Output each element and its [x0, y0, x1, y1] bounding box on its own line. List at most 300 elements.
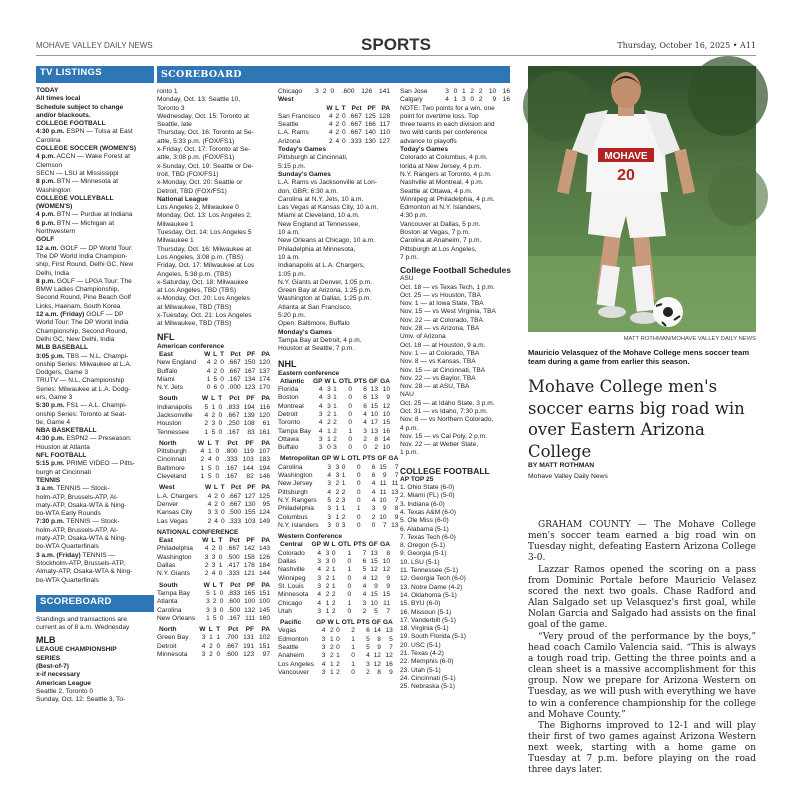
mlb-schedule-line: Los Angeles, 3:08 p.m. (TBS) [157, 253, 244, 261]
mlb-schedule-line: Angeles, 5:38 p.m. (TBS) [157, 270, 232, 278]
standings-row: New Jersey 3 2 1 0 4 11 11 [278, 480, 399, 488]
nfl-game-line: Washington at Dallas, 1:25 p.m. [278, 295, 372, 303]
nfl-game-line: Houston at Seattle, 7 p.m. [278, 345, 355, 353]
afc-standings [157, 351, 272, 529]
tv-listing-line: TENNIS [36, 476, 61, 484]
standings-row: Minnesota 3 2 0 .600 123 97 [157, 651, 270, 658]
mlb-schedule-line: attle, 3:08 p.m. (FOX/FS1) [157, 154, 235, 162]
standings-row: Detroit 4 2 0 .667 191 151 [157, 642, 270, 650]
mlb-schedule-line: Detroit, TBD (FOX/FS1) [157, 187, 227, 195]
tv-listing-line: 5:30 p.m. FS1 — A.L. Champi- [36, 402, 127, 410]
nhl-title: NHL [278, 358, 297, 369]
tv-listing-line: holm-ATP, Brussels-ATP, Al- [36, 493, 118, 501]
tv-listing-line: Delhi, India [36, 269, 69, 277]
nfl-game-line: 5:15 p.m. [278, 162, 306, 170]
tv-listings [36, 87, 154, 585]
mlb-schedule-line: Monday, Oct. 13: Los Angeles 2, [157, 212, 252, 220]
tv-listing-line: Second Round, Pine Beach Golf [36, 294, 131, 302]
standings-row: Calgary 4 1 3 0 2 9 16 [400, 96, 510, 104]
nfl-game-line: 5:20 p.m. [278, 312, 306, 320]
standings-table [278, 378, 390, 453]
standings-table [157, 484, 270, 525]
photo-caption: Mauricio Velasquez of the Mohave College mens soccer team team during a game from earlier this season. [528, 348, 750, 367]
standings-row: Minnesota 4 2 2 0 4 15 15 [278, 591, 390, 599]
tv-listing-line: bo-WTA Early Rounds [36, 510, 101, 518]
masthead [36, 36, 756, 56]
nfl-game-line: N.Y. Giants at Denver, 1:05 p.m. [278, 278, 373, 286]
nfl-game-line: Miami at Cleveland, 10 a.m. [278, 212, 360, 220]
tv-listing-line: 12 a.m. (Friday) GOLF — DP [36, 311, 124, 319]
tv-listing-line: TODAY [36, 87, 59, 94]
ap-rank-line: 10. LSU (5-1) [400, 558, 440, 566]
jersey-number: 20 [617, 167, 635, 184]
standings-row: Washington 4 3 1 0 6 9 7 [278, 472, 399, 480]
photo-credit: MATT ROTHMAN/MOHAVE VALLEY DAILY NEWS [623, 336, 756, 342]
standings-row: Baltimore 1 5 0 .167 144 194 [157, 464, 270, 472]
standings-header: Pacific GP W L OTL PTS GF GA [280, 619, 393, 627]
standings-row: N.Y. Rangers 5 2 3 0 4 10 7 [278, 496, 399, 504]
article-byline [528, 460, 756, 482]
standings-row: Denver 4 2 0 .667 130 95 [157, 500, 270, 508]
standings-row: Green Bay 3 1 1 .700 131 102 [157, 634, 270, 642]
standings-row: N.Y. Jets 0 6 0 .000 123 170 [157, 384, 270, 392]
tv-listing-line: World Tour: The DP World India [36, 319, 129, 327]
jersey-text: MOHAVE [604, 151, 648, 162]
nfl-game-line: Pittsburgh at Cincinnati, [278, 154, 348, 162]
tv-listing-line: bo-WTA Quarterfinals [36, 543, 99, 551]
western-conf-label: Western Conference [278, 533, 343, 541]
standings-header: W L T Pct PF PA [326, 104, 390, 112]
standings-row: Pittsburgh 4 2 2 0 4 11 13 [278, 488, 399, 496]
nfl-game-line: Atlanta at San Francisco, [278, 303, 352, 311]
tv-listing-line: 5:15 p.m. PRIME VIDEO — Pitts- [36, 460, 135, 468]
scoreboard-column-3 [278, 88, 399, 768]
standings-row: Colorado 4 3 0 1 7 13 8 [278, 549, 390, 557]
ap-rank-line: 24. Cincinnati (5-1) [400, 674, 456, 682]
standings-row: Buffalo 4 2 0 .667 167 137 [157, 367, 270, 375]
mlb-line: x-if necessary [36, 671, 80, 679]
tv-listing-line: onship Series: Toronto at Seat- [36, 410, 127, 418]
mlb-schedule-line: attle, 5:33 p.m. (FOX/FS1) [157, 137, 235, 145]
intro-line: Standings and transactions are [36, 615, 127, 623]
afc-label: American conference [157, 342, 225, 350]
nfl-game-line: Green Bay at Arizona, 1:25 p.m. [278, 287, 372, 295]
ap-rank-line: 4. Texas A&M (6-0) [400, 508, 456, 516]
standings-row: Tampa Bay 5 1 0 .833 165 151 [157, 589, 270, 597]
standings-row: New England 4 2 0 .667 150 120 [157, 359, 270, 367]
standings-row: Florida 4 3 1 0 6 13 10 [278, 386, 390, 394]
tv-listing-line: (WOMEN'S) [36, 203, 73, 211]
tv-listing-line: SECN — LSU at Mississippi [36, 169, 119, 177]
tv-listing-line: maty-ATP, Osaka-WTA & Ning- [36, 535, 127, 543]
scoreboard-header: SCOREBOARD [157, 66, 510, 83]
nhl-note-line: Colorado at Columbus, 4 p.m. [400, 154, 488, 162]
mlb-schedule-line: National League [157, 195, 208, 203]
standings-row: Columbus 3 1 2 0 2 10 9 [278, 513, 399, 521]
ap-rank-line: 20. USC (5-1) [400, 641, 441, 649]
standings-row: Philadelphia 3 1 1 1 3 9 8 [278, 505, 399, 513]
standings-row: Arizona 2 4 0 .333 130 127 [278, 137, 390, 145]
schedule-line: Nov. 28 — at ASU, TBA [400, 383, 470, 391]
standings-row: Seattle 4 2 0 .667 166 117 [278, 121, 390, 129]
nhl-note-line: Boston at Vegas, 7 p.m. [400, 229, 471, 237]
tv-listing-line: NFL FOOTBALL [36, 452, 87, 460]
mlb-line: Seattle 2, Toronto 0 [36, 687, 94, 695]
tv-listing-line: Dodgers, Game 3 [36, 369, 89, 377]
standings-header: North W L T Pct PF PA [159, 626, 270, 634]
standings-table [278, 619, 393, 677]
standings-row: Dallas 3 3 0 0 6 15 10 [278, 558, 390, 566]
standings-row: Boston 4 3 1 0 6 13 9 [278, 394, 390, 402]
article-paragraph: GRAHAM COUNTY — The Mohave College men's soccer team earned a big road win on Tuesday night, defeating Eastern Arizona College 3-0. [528, 520, 756, 564]
nhl-note-line: three teams in each division and [400, 121, 495, 129]
ap-rank-line: 2. Miami (FL) (5-0) [400, 492, 455, 500]
nfl-game-line: Carolina at N.Y. Jets, 10 a.m. [278, 195, 364, 203]
ap-rank-line: 5. Ole Miss (6-0) [400, 517, 449, 525]
mlb-schedule-line: x-Friday, Oct. 17: Toronto at Se- [157, 146, 251, 154]
standings-table [278, 541, 390, 616]
standings-row: New Orleans 1 5 0 .167 111 160 [157, 614, 270, 622]
nfl-game-line: 10 a.m. [278, 253, 300, 261]
nhl-note-line: 4:30 p.m. [400, 212, 428, 220]
standings-row: Utah 3 1 2 0 2 5 7 [278, 607, 390, 615]
standings-row: Jacksonville 4 2 0 .667 139 120 [157, 411, 270, 419]
ap-rank-line: 3. Indiana (6-0) [400, 500, 445, 508]
nfl-game-line: New England at Tennessee, [278, 220, 360, 228]
standings-row: N.Y. Giants 2 4 0 .333 121 144 [157, 570, 270, 578]
standings-header: East W L T Pct PF PA [159, 537, 270, 545]
ap-rank-line: 25. Nebraska (5-1) [400, 683, 455, 691]
tv-listing-line: Northwestern [36, 228, 76, 236]
issue-date: Thursday, October 16, 2025 • A11 [617, 41, 756, 50]
nfl-game-line: 10 a.m. [278, 229, 300, 237]
ap-rank-line: 17. Vanderbilt (5-1) [400, 616, 456, 624]
standings-header: South W L T Pct PF PA [159, 395, 270, 403]
tv-listing-line: Clemson [36, 161, 63, 169]
ap-rank-line: 12. Georgia Tech (6-0) [400, 575, 466, 583]
schedule-line: Nov. 8 — vs Kansas, TBA [400, 358, 476, 366]
article-paragraph: “Very proud of the performance by the boys,” head coach Camilo Valencia said. “This is always a tough road trip. Getting the three points and a clean sheet is a massive accomplishment for this group. Now we prepare for Arizona Western on Tuesday, as we will push with everything we have to win a conference championship for the college and Mohave County.” [528, 631, 756, 720]
mlb-schedule-line: x-Sunday, Oct. 19: Seattle or De- [157, 162, 254, 170]
standings-row: San Francisco 4 2 0 .667 125 128 [278, 112, 390, 120]
ap-rank-line: 22. Memphis (6-0) [400, 658, 454, 666]
schedule-line: Nov. 15 — at Cincinnati, TBA [400, 366, 486, 374]
ap-top-25-list [400, 484, 512, 691]
byline-outlet: Mohave Valley Daily News [528, 473, 608, 480]
nfl-game-line: Indianapolis at L.A. Chargers, [278, 262, 365, 270]
schedule-line: Nov. 15 — vs Cal Poly, 2 p.m. [400, 432, 487, 440]
ap-rank-line: 19. South Florida (5-1) [400, 633, 466, 641]
nhl-note-line: Today's Games [400, 146, 448, 154]
standings-row: St. Louis 3 2 1 0 4 9 9 [278, 582, 390, 590]
tv-listing-line: 12 a.m. GOLF — DP World Tour: [36, 244, 133, 252]
schedule-line: Oct. 31 — vs Idaho, 7:30 p.m. [400, 407, 488, 415]
standings-row: Tennessee 1 5 0 .167 83 161 [157, 428, 270, 436]
nhl-note-line: Edmonton at N.Y. Islanders, [400, 204, 482, 212]
tv-listing-line: Almaty-ATP, Osaka-WTA & Ning- [36, 568, 133, 576]
ap-rank-line: 8. Oregon (5-1) [400, 542, 446, 550]
mlb-line: Sunday, Oct. 12: Seattle 3, To- [36, 696, 126, 704]
mlb-line: (Best-of-7) [36, 663, 69, 670]
mlb-schedule-line: Thursday, Oct. 16: Toronto at Se- [157, 129, 254, 137]
mlb-schedule-line: x-Monday, Oct. 20: Los Angeles [157, 295, 250, 303]
tv-listing-line: 8 p.m. GOLF — LPGA Tour: The [36, 277, 132, 285]
tv-listing-line: 4 p.m. ACCN — Wake Forest at [36, 153, 130, 161]
nfl-game-line: New Orleans at Chicago, 10 a.m. [278, 237, 376, 245]
ap-rank-line: 13. Notre Dame (4-2) [400, 583, 463, 591]
mlb-schedule-line: Milwaukee 1 [157, 220, 194, 228]
standings-row: San Jose 3 0 1 2 2 10 16 [400, 88, 510, 95]
scoreboard-column-4 [400, 88, 512, 768]
standings-row: Pittsburgh 4 1 0 .800 119 107 [157, 448, 270, 456]
tv-listing-line: Stockholm-ATP, Brussels-ATP, [36, 559, 125, 567]
nhl-note-line: 7 p.m. [400, 253, 419, 261]
tv-listing-line: 7:30 p.m. TENNIS — Stock- [36, 518, 120, 526]
standings-header: East W L T Pct PF PA [159, 350, 270, 358]
mlb-schedule-line: Los Angeles 2, Milwaukee 0 [157, 204, 239, 212]
college-football-title: COLLEGE FOOTBALL [400, 465, 490, 476]
nfl-game-line: Tampa Bay at Detroit, 4 p.m. [278, 336, 362, 344]
standings-row: N.Y. Islanders 3 0 3 0 0 7 13 [278, 521, 399, 529]
nhl-note-line: Vancouver at Dallas, 5 p.m. [400, 220, 481, 228]
tv-listing-line: burgh at Cincinnati [36, 468, 91, 476]
standings-row: Anaheim 3 2 1 0 4 12 12 [278, 652, 393, 660]
tv-listing-line: Washington [36, 186, 71, 194]
scoreboard-column-2 [157, 88, 272, 768]
tv-listings-header: TV LISTINGS [36, 66, 154, 83]
ap-rank-line: 23. Utah (5-1) [400, 666, 441, 674]
standings-table [157, 582, 270, 623]
schedule-line: Nov. 1 — at Colorado, TBA [400, 349, 480, 357]
tv-listing-line: The DP World India Champion- [36, 252, 128, 260]
tv-listing-line: Carolina [36, 136, 61, 144]
standings-header: Metropolitan GP W L OTL PTS GF GA [280, 455, 399, 463]
tv-listing-line: Houston at Atlanta [36, 443, 90, 451]
standings-table [157, 440, 270, 481]
nhl-note-line: advance to playoffs [400, 137, 457, 145]
nfc-west-table [278, 105, 390, 146]
nfc-west-label: West [278, 96, 294, 104]
mlb-series [36, 646, 154, 704]
tv-listing-line: holm-ATP, Brussels-ATP, Al- [36, 526, 118, 534]
tv-listing-line: Series: Milwaukee at L.A. Dodg- [36, 385, 131, 393]
article-paragraph: The Bighorns improved to 12-1 and will play their first of two games against Arizona Western next week, starting with a home game on Tuesday at 7 p.m. before playing on the road three days later. [528, 720, 756, 776]
tv-listing-line: and/or blackouts. [36, 111, 91, 119]
standings-row: Detroit 3 2 1 0 4 10 10 [278, 410, 390, 418]
standings-row: Toronto 4 2 2 0 4 17 15 [278, 419, 390, 427]
mlb-line: SERIES [36, 654, 61, 662]
section-title: SPORTS [361, 35, 431, 54]
nhl-note-line: Carolina at Anaheim, 7 p.m. [400, 237, 482, 245]
tv-listing-line: 3 a.m. (Friday) TENNIS — [36, 551, 116, 559]
ap-rank-line: 16. Missouri (5-1) [400, 608, 452, 616]
schedule-line: Oct. 18 — vs Texas Tech, 1 p.m. [400, 283, 495, 291]
nhl-pacific-cont [400, 88, 510, 105]
nfl-game-line: 1:05 p.m. [278, 270, 306, 278]
soccer-player-photo [528, 66, 756, 332]
standings-row: Edmonton 3 1 0 1 5 8 5 [278, 635, 393, 643]
standings-header: West W L T Pct PF PA [159, 484, 270, 492]
nfl-games [278, 146, 392, 353]
standings-row: Atlanta 3 2 0 .600 100 100 [157, 598, 270, 606]
schedule-line: Nov. 22 — at Weber State, [400, 441, 479, 449]
nfl-game-line: Philadelphia at Minnesota, [278, 245, 356, 253]
standings-row: Cleveland 1 5 0 .167 82 146 [157, 473, 270, 481]
schedule-line: NAU [400, 391, 414, 399]
standings-row: Philadelphia 4 2 0 .667 142 143 [157, 545, 270, 553]
tv-listing-line: COLLEGE VOLLEYBALL [36, 194, 114, 202]
standings-table [278, 455, 398, 530]
standings-row: Nashville 4 2 1 1 5 12 12 [278, 566, 390, 574]
mlb-schedule-line: Thursday, Oct. 16: Milwaukee at [157, 245, 252, 253]
schedule-line: Nov. 8 — vs Northern Colorado, [400, 416, 494, 424]
nhl-note-line: Pittsburgh at Los Angeles, [400, 245, 477, 253]
standings-row: Winnipeg 3 2 1 0 4 12 9 [278, 574, 390, 582]
nfl-game-line: L.A. Rams vs Jacksonville at Lon- [278, 179, 377, 187]
tv-listing-line: 3 a.m. TENNIS — Stock- [36, 485, 110, 493]
tv-listing-line: 4 p.m. BTN — Purdue at Indiana [36, 211, 133, 219]
ap-rank-line: 9. Georgia (5-1) [400, 550, 447, 558]
schedule-line: Oct. 25 — vs Houston, TBA [400, 291, 481, 299]
nfl-game-line: Today's Games [278, 146, 326, 154]
tv-listing-line: Delhi GC, New Delhi, India [36, 335, 115, 343]
schedule-line: Univ. of Arizona [400, 333, 446, 341]
tv-listing-line: 6 p.m. BTN — Michigan at [36, 219, 115, 227]
standings-row: Chicago 4 1 2 1 3 10 11 [278, 599, 390, 607]
tv-listing-line: Championship, Second Round, [36, 327, 128, 335]
nhl-note-line: point for overtime loss. Top [400, 112, 479, 120]
mlb-schedule-line: x-Saturday, Oct. 18: Milwaukee [157, 278, 249, 286]
standings-table [157, 395, 270, 436]
nhl-note-line: Nashville at Montreal, 4 p.m. [400, 179, 484, 187]
standings-row: Chicago 3 2 0 .600 126 141 [278, 88, 390, 95]
standings-row: Indianapolis 5 1 0 .833 194 116 [157, 403, 270, 411]
tv-listing-line: 4:30 p.m. ESPN2 — Preseason: [36, 435, 132, 443]
tv-listing-line: bo-WTA Quarterfinals [36, 576, 99, 584]
mlb-schedule [157, 88, 272, 329]
nhl-note-line: Seattle at Ottawa, 4 p.m. [400, 187, 473, 195]
mlb-schedule-line: ronto 1 [157, 88, 178, 95]
tv-listing-line: ship, First Round, Delhi GC, New [36, 261, 134, 269]
schedule-line: Oct. 18 — at Houston, 9 a.m. [400, 341, 486, 349]
standings-row: Houston 2 3 0 .250 108 61 [157, 420, 270, 428]
ap-rank-line: 15. BYU (6-0) [400, 600, 441, 608]
standings-row: L.A. Rams 4 2 0 .667 140 110 [278, 129, 390, 137]
mlb-schedule-line: troit, TBD (FOX/FS1) [157, 170, 219, 178]
tv-listing-line: All times local [36, 95, 81, 103]
mlb-line: American League [36, 679, 91, 687]
schedule-line: Oct. 25 — at Idaho State, 3 p.m. [400, 399, 495, 407]
ap-rank-line: 6. Alabama (5-1) [400, 525, 449, 533]
mlb-title: MLB [36, 635, 56, 646]
standings-header: Atlantic GP W L OTL PTS GF GA [280, 377, 390, 385]
nhl-note-line: Winnipeg at Philadelphia, 4 p.m. [400, 195, 495, 203]
mlb-schedule-line: Seattle, late [157, 121, 192, 129]
article-paragraph: Lazzar Ramos opened the scoring on a pass from Dominic Portale before Mauricio Velasez scored the next two goals. Chase Radford and Alan Salgado set up Velasquez's first goal, while Nolan Garcia and Salgado had assists on the final goal of the game. [528, 564, 756, 631]
tv-listing-line: maty-ATP, Osaka-WTA & Ning- [36, 501, 127, 509]
tv-listing-line: TRUTV — N.L. Championship [36, 377, 125, 385]
mlb-schedule-line: at Los Angeles, TBD (TBS) [157, 287, 237, 295]
standings-row: Dallas 2 3 1 .417 178 184 [157, 562, 270, 570]
mlb-schedule-line: Monday, Oct. 13: Seattle 10, [157, 96, 241, 104]
standings-row: Tampa Bay 4 1 2 1 3 13 16 [278, 427, 390, 435]
nfc-north-cont [278, 88, 390, 96]
tv-listing-line: 4:30 p.m. ESPN — Tulsa at East [36, 128, 133, 136]
standings-row: Kansas City 3 3 0 .500 155 124 [157, 509, 270, 517]
tv-listings-column [36, 66, 154, 766]
nhl-note-line: two wild cards per conference [400, 129, 488, 137]
standings-header: North W L T Pct PF PA [159, 439, 270, 447]
mlb-schedule-line: Wednesday, Oct. 15: Toronto at [157, 112, 249, 120]
article-body [528, 520, 756, 777]
standings-row: Miami 1 5 0 .167 134 174 [157, 375, 270, 383]
mlb-schedule-line: Tuesday, Oct. 14: Los Angeles 5 [157, 229, 252, 237]
nfl-game-line: don, GBR, 6:30 a.m. [278, 187, 339, 195]
tv-listing-line: 8 p.m. BTN — Minnesota at [36, 178, 119, 186]
schedule-line: 1 p.m. [400, 449, 419, 457]
tv-listing-line: Schedule subject to change [36, 103, 124, 111]
standings-row: Las Vegas 2 4 0 .333 103 149 [157, 517, 270, 525]
tv-listing-line: MLB BASEBALL [36, 344, 89, 352]
article-headline: Mohave College men's soccer earns big road win over Eastern Arizona College [528, 377, 745, 461]
standings-row: Los Angeles 4 1 2 1 3 12 16 [278, 660, 393, 668]
ap-rank-line: 21. Texas (4-2) [400, 650, 444, 657]
standings-row: Buffalo 3 0 3 0 0 2 10 [278, 444, 390, 452]
mlb-schedule-line: at Milwaukee, TBD (TBS) [157, 303, 232, 311]
schedule-line: Nov. 28 — vs Arizona, TBA [400, 325, 480, 333]
nhl-east-standings [278, 377, 399, 533]
tv-listing-line: COLLEGE SOCCER (WOMEN'S) [36, 145, 137, 153]
standings-row: Washington 3 3 0 .500 158 126 [157, 553, 270, 561]
publication-name: MOHAVE VALLEY DAILY NEWS [36, 41, 153, 50]
tv-listing-line: GOLF [36, 236, 55, 244]
eastern-conf-label: Eastern conference [278, 369, 340, 377]
schedule-line: Nov. 1 — at Iowa State, TBA [400, 300, 484, 308]
scoreboard-header-left: SCOREBOARD [36, 595, 154, 612]
cfb-schedules-title: College Football Schedules [400, 265, 511, 276]
intro-line: current as of 8 a.m. Wednesday [36, 624, 130, 632]
schedule-line: Nov. 15 — vs West Virginia, TBA [400, 308, 496, 316]
mlb-line: LEAGUE CHAMPIONSHIP [36, 646, 117, 654]
scoreboard-intro [36, 616, 154, 633]
standings-row: Seattle 3 2 0 1 5 9 7 [278, 644, 393, 651]
ap-rank-line: 11. Tennessee (5-1) [400, 567, 459, 575]
tv-listing-line: COLLEGE FOOTBALL [36, 120, 106, 128]
standings-header: Central GP W L OTL PTS GF GA [280, 541, 390, 549]
tv-listing-line: BMW Ladies Championship, [36, 286, 120, 294]
schedule-line: Nov. 22 — at Colorado, TBA [400, 316, 483, 324]
byline-author: BY MATT ROTHMAN [528, 462, 595, 469]
standings-header: South W L T Pct PF PA [159, 581, 270, 589]
nfl-game-line: Open: Baltimore, Buffalo [278, 320, 350, 328]
standings-row: Vegas 4 2 0 2 6 14 13 [278, 627, 393, 635]
ap-top-25-title: AP TOP 25 [400, 475, 434, 483]
nhl-note-line: N.Y. Rangers at Toronto, 4 p.m. [400, 170, 492, 178]
nhl-notes-games [400, 105, 512, 263]
mlb-schedule-line: at Milwaukee, TBD (TBS) [157, 320, 232, 328]
cfb-schedules [400, 275, 512, 458]
mlb-schedule-line: Milwaukee 1 [157, 237, 194, 245]
mlb-schedule-line: Friday, Oct. 17: Milwaukee at Los [157, 262, 255, 270]
tv-listing-line: NBA BASKETBALL [36, 427, 97, 435]
nhl-west-standings [278, 541, 392, 680]
standings-row: Montreal 4 3 1 0 6 15 12 [278, 402, 390, 410]
nfl-game-line: Monday's Games [278, 328, 332, 336]
nfc-label: NATIONAL CONFERENCE [157, 528, 239, 536]
standings-row: Carolina 3 3 0 0 6 15 7 [278, 463, 399, 471]
schedule-line: Nov. 22 — vs Baylor, TBA [400, 374, 476, 382]
mlb-schedule-line: x-Tuesday, Oct. 21: Los Angeles [157, 312, 252, 320]
